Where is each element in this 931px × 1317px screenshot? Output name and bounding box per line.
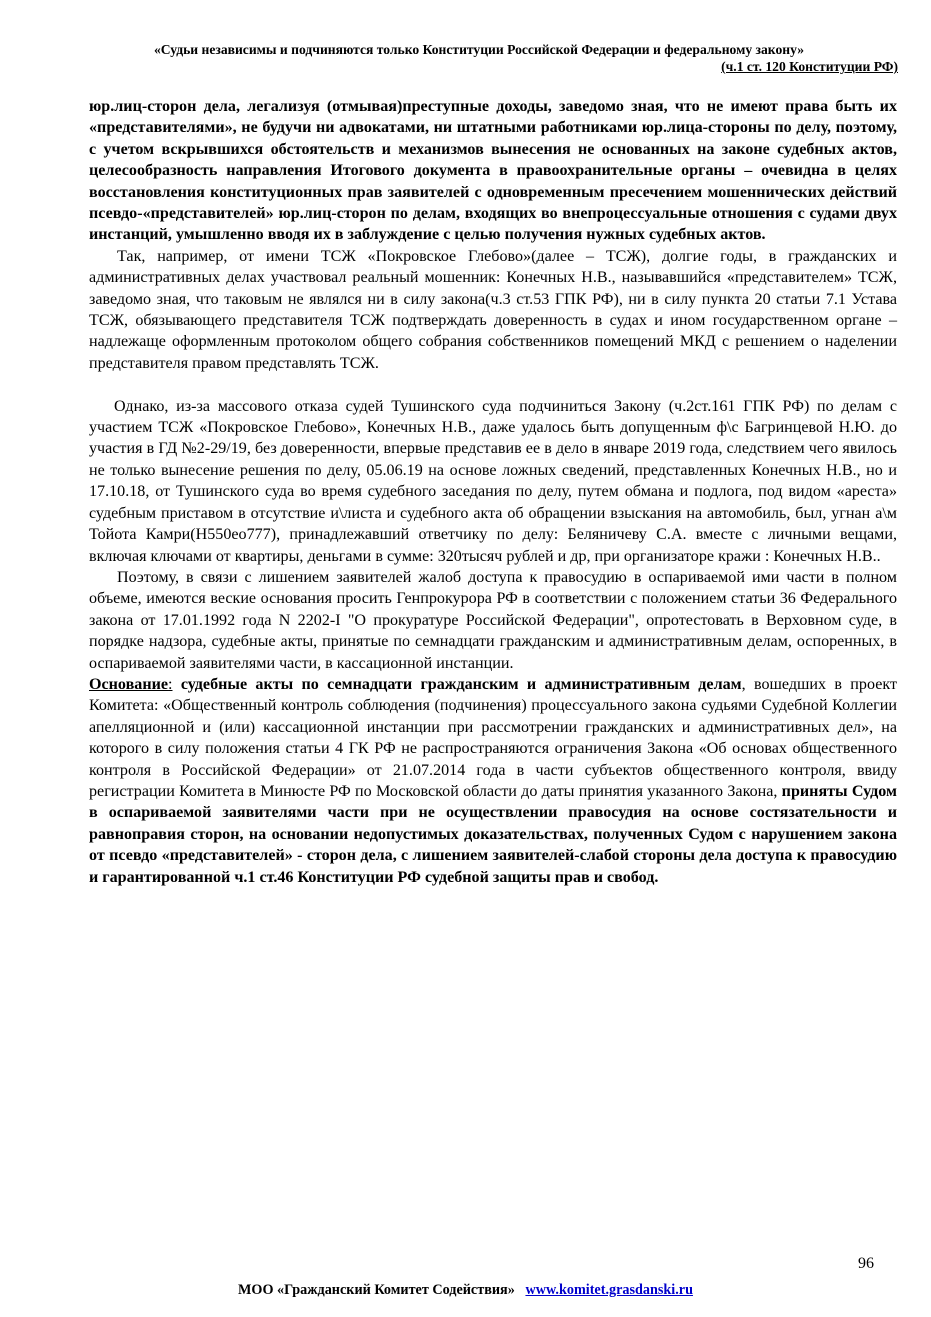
paragraph-3: Однако, из-за массового отказа судей Тушинского суда подчиниться Закону (ч.2ст.161 ГПК РФ) по делам с участием ТСЖ «Покровское Глебово», Конечных Н.В., даже удалось быть допущенным ф\с Багринцевой Н.Ю. до участия в ГД №2-29/19, без доверенности, впервые представив ее в дело в январе 2019 года, следствием чего явилось не только вынесение решения по делу, 05.06.19 на основе ложных сведений, представленных Конечных Н.В., но и 17.10.18, от Тушинского суда во время судебного заседания по делу, путем обмана и подлога, под видом «ареста» судебным приставом в отсутствие и\листа и судебного акта об обращении взыскания на автомобиль, был, угнан а\м Тойота Камри(Н550ео777), принадлежавший ответчику по делу: Беляничеву С.А. вместе с личными вещами, включая ключами от квартиры, деньгами в сумме: 320тысяч рублей и др, при организаторе кражи : Конечных Н.В..: [89, 397, 897, 565]
page-footer: [0, 1281, 931, 1299]
basis-colon: :: [168, 675, 173, 693]
basis-bold-end: приняты Судом в оспариваемой заявителями части при не осуществлении правосудия на основе состязательности и равноправия сторон, на основании недопустимых доказательствах, полученных Судом с нарушением закона от псевдо «представителей» - сторон дела, с лишением заявителей-слабой стороны дела доступа к правосудию и гарантированной ч.1 ст.46 Конституции РФ судебной защиты прав и свобод.: [89, 782, 897, 886]
basis-label: Основание: [89, 675, 169, 693]
basis-text: , вошедших в проект Комитета: «Общественный контроль соблюдения (подчинения) процессуального закона судьями Судебной Коллегии апелляционной и (или) кассационной инстанции при рассмотрении гражданских и административных дел», на которого в силу положения статьи 4 ГК РФ не распространяются ограничения Закона «Об основах общественного контроля в Российской Федерации» от 21.07.2014 года в части субъектов общественного контроля, ввиду регистрации Комитета в Минюсте РФ по Московской области до даты принятия указанного Закона,: [89, 675, 897, 800]
paragraph-1: юр.лиц-сторон дела, легализуя (отмывая)преступные доходы, заведомо зная, что не имеют права быть их «представителями», не будучи ни адвокатами, ни штатными работниками юр.лица-стороны по делу, поэтому, с учетом вскрывшихся обстоятельств и механизмов вынесения не основанных на законе судебных актов, целесообразность направления Итогового документа в правоохранительные органы – очевидна в целях восстановления конституционных прав заявителей с одновременным пресечением мошеннических действий псевдо-«представителей» юр.лиц-сторон по делам, входящих во внепроцессуальные отношения с судами двух инстанций, умышленно вводя их в заблуждение с целью получения нужных судебных актов.: [89, 98, 897, 244]
header-quote: «Судьи независимы и подчиняются только Конституции Российской Федерации и федеральному закону»: [153, 42, 805, 57]
blank-line: [89, 374, 897, 395]
document-body: [89, 96, 897, 888]
paragraph-5: [89, 674, 897, 888]
header-citation: (ч.1 ст. 120 Конституции РФ): [721, 59, 898, 74]
footer-website-link[interactable]: www.komitet.grasdanski.ru: [525, 1282, 693, 1298]
page-number: 96: [858, 1255, 874, 1272]
basis-bold-start: судебные акты по семнадцати гражданским и административным делам: [172, 675, 742, 693]
paragraph-2: Так, например, от имени ТСЖ «Покровское Глебово»(далее – ТСЖ), долгие годы, в гражданских и административных делах участвовал реальный мошенник: Конечных Н.В., называвшийся «представителем» ТСЖ, заведомо зная, что таковым не являлся ни в силу закона(ч.3 ст.53 ГПК РФ), ни в силу пункта 20 статьи 7.1 Устава ТСЖ, обязывающего представителя ТСЖ подтверждать доверенность в судах и ином государственном органе – надлежаще оформленным протоколом общего собрания собственников помещений МКД с решением о наделении представителя правом представлять ТСЖ.: [89, 247, 897, 372]
page-header: [60, 41, 898, 75]
footer-org: МОО «Гражданский Комитет Содействия»: [238, 1282, 515, 1298]
paragraph-4: Поэтому, в связи с лишением заявителей жалоб доступа к правосудию в оспариваемой ими части в полном объеме, имеются веские основания просить Генпрокурора РФ в соответствии с положением статьи 36 Федерального закона от 17.01.1992 года N 2202-I "О прокуратуре Российской Федерации", опротестовать в Верховном суде, в порядке надзора, судебные акты, принятые по семнадцати гражданским и административным делам, оспоренных, в оспариваемой заявителями части, в кассационной инстанции.: [89, 568, 897, 672]
